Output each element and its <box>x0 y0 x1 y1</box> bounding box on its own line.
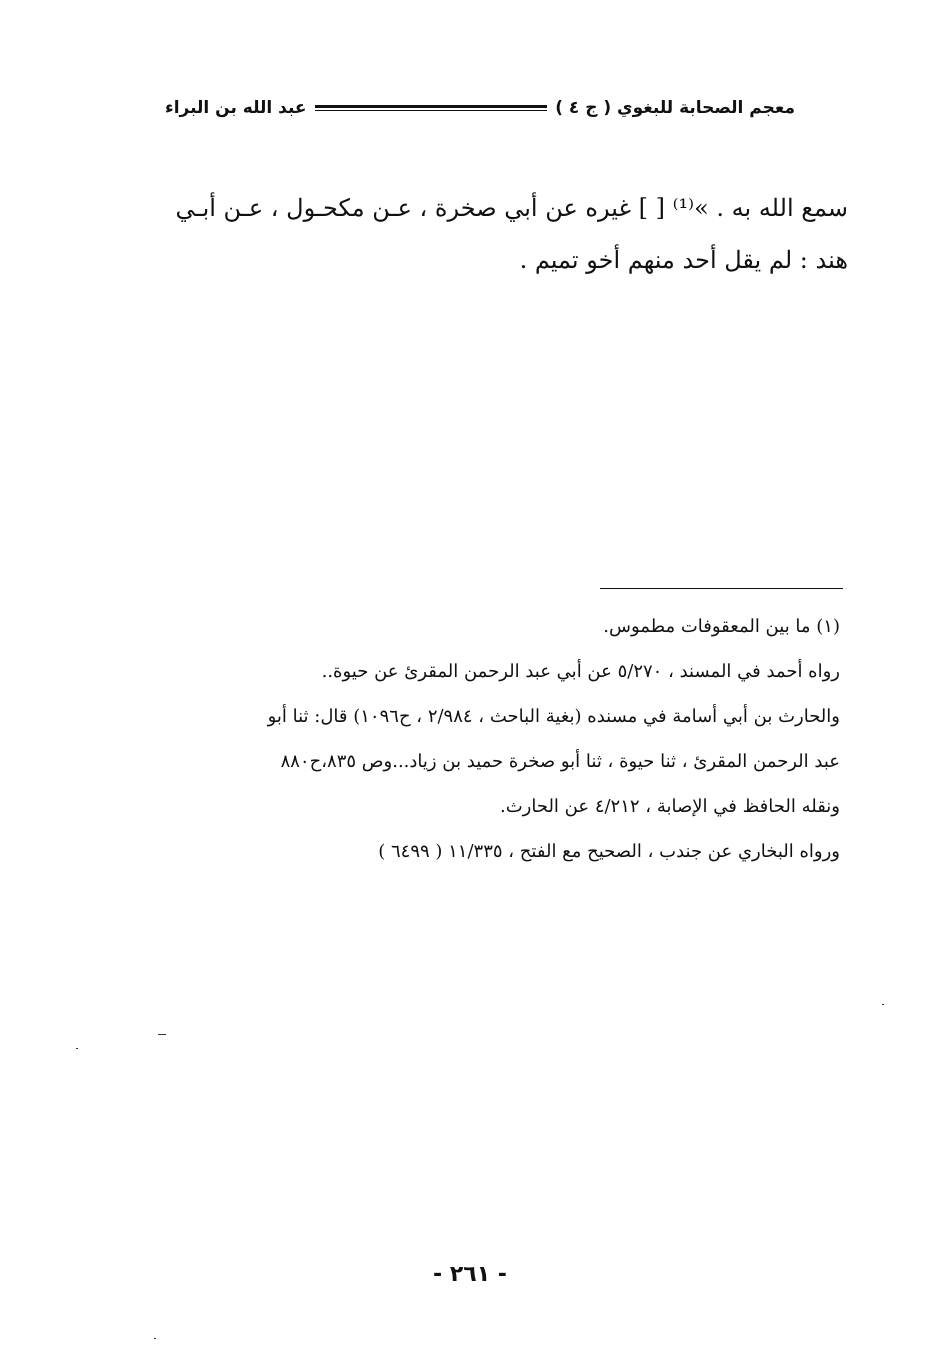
footnote-line: عبد الرحمن المقرئ ، ثنا حيوة ، ثنا أبو صخرة حميد بن زياد...وص ٨٣٥،ح٨٨٠ <box>280 751 840 772</box>
scan-speck <box>76 1048 78 1049</box>
running-header <box>165 92 795 124</box>
main-text <box>160 182 848 286</box>
main-text-line: سمع الله به . »⁽¹⁾ [ ] غيره عن أبي صخرة ، عـن مكحـول ، عـن أبـي <box>175 194 848 222</box>
header-rule <box>315 105 548 111</box>
footnote-line: والحارث بن أبي أسامة في مسنده (بغية الباحث ، ٢/٩٨٤ ، ح١٠٩٦) قال: ثنا أبو <box>267 706 840 727</box>
main-text-line: هند : لم يقل أحد منهم أخو تميم . <box>519 246 848 274</box>
footnote-line: ونقله الحافظ في الإصابة ، ٤/٢١٢ عن الحارث. <box>499 796 840 817</box>
footnote-divider <box>600 588 843 589</box>
footnote-line: (١) ما بين المعقوفات مطموس. <box>603 616 840 637</box>
book-title: معجم الصحابة للبغوي ( ج ٤ ) <box>555 98 795 118</box>
scan-speck <box>154 1338 156 1339</box>
footnote-line: رواه أحمد في المسند ، ٥/٢٧٠ عن أبي عبد الرحمن المقرئ عن حيوة.. <box>321 661 840 682</box>
footnotes <box>168 604 840 874</box>
entry-name: عبد الله بن البراء <box>165 98 307 118</box>
page-number: - ٢٦١ - <box>433 1262 507 1287</box>
scan-speck <box>158 1034 166 1035</box>
footnote-line: ورواه البخاري عن جندب ، الصحيح مع الفتح ، ١١/٣٣٥ ( ٦٤٩٩ ) <box>378 841 840 862</box>
scan-speck <box>882 1004 884 1005</box>
